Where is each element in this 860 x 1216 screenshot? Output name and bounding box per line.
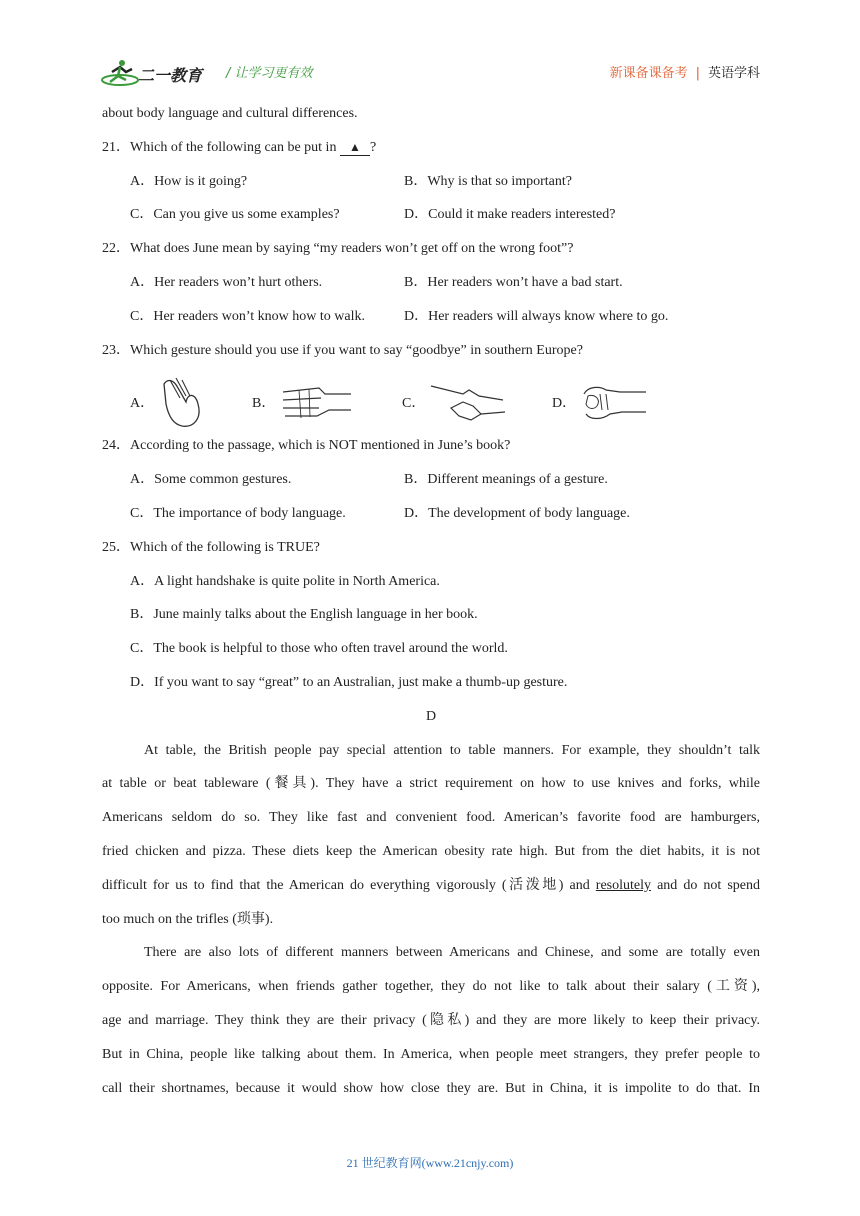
gesture-options	[102, 368, 760, 436]
passage-line: call their shortnames, because it would show how close they are. But in China, it is impolite to do that. In	[102, 1080, 760, 1096]
option-b: B．Different meanings of a gesture.	[404, 472, 608, 488]
option-a	[130, 374, 252, 430]
passage-line: too much on the trifles (琐事).	[102, 911, 274, 927]
subject-label: 英语学科	[707, 66, 760, 81]
question-22-options-row2	[102, 307, 760, 341]
option-label: A．	[130, 396, 155, 412]
fist-hand-icon	[580, 380, 650, 424]
passage-line: age and marriage. They think they are their privacy (隐私) and they are more likely to keep their privacy.	[102, 1012, 760, 1028]
question-23-stem: 23．Which gesture should you use if you want to say “goodbye” in southern Europe?	[102, 342, 583, 358]
option-label: C．	[402, 396, 426, 412]
hand-wave-icon	[158, 374, 216, 430]
page-footer: 21 世纪教育网(www.21cnjy.com)	[346, 1156, 514, 1170]
question-21-options-row2	[102, 205, 760, 239]
option-a: A．A light handshake is quite polite in North America.	[130, 573, 440, 589]
question-24-options-row1	[102, 470, 760, 504]
passage-line: fried chicken and pizza. These diets keep the American obesity rate high. But from the diet habits, it is not	[102, 843, 760, 859]
option-c: C．The importance of body language.	[130, 505, 346, 521]
option-d: D．If you want to say “great” to an Australian, just make a thumb-up gesture.	[130, 674, 568, 690]
passage-line: at table or beat tableware (餐具). They have a strict requirement on how to use knives and forks, while	[102, 776, 760, 792]
question-24-stem: 24．According to the passage, which is NOT mentioned in June’s book?	[102, 438, 511, 454]
option-label: B．	[252, 396, 276, 412]
option-b: B．Her readers won’t have a bad start.	[404, 274, 623, 290]
option-d	[552, 380, 650, 424]
option-c: C．Her readers won’t know how to walk.	[130, 308, 365, 324]
option-b	[252, 380, 402, 424]
question-21-options-row1	[102, 172, 760, 206]
question-22-options-row1	[102, 273, 760, 307]
option-c: C．The book is helpful to those who often travel around the world.	[130, 641, 508, 657]
question-21-stem	[102, 138, 760, 172]
underlined-word: resolutely	[595, 877, 652, 893]
option-d: D．Could it make readers interested?	[404, 207, 616, 223]
question-22-stem: 22．What does June mean by saying “my readers won’t get off on the wrong foot”?	[102, 241, 574, 257]
slogan: / 让学习更有效	[226, 66, 313, 81]
pointing-hand-icon	[429, 380, 509, 424]
option-a: A．Her readers won’t hurt others.	[130, 274, 323, 290]
brand-logo	[100, 58, 218, 88]
passage-line: At table, the British people pay special attention to table manners. For example, they shouldn’t talk	[144, 742, 760, 758]
question-24-options-row2	[102, 504, 760, 538]
passage-line: Americans seldom do so. They like fast and convenient food. American’s favorite food are hamburgers,	[102, 810, 760, 826]
option-c: C．Can you give us some examples?	[130, 207, 340, 223]
header-separator: |	[695, 66, 700, 81]
document-body	[102, 104, 760, 1112]
option-a: A．How is it going?	[130, 173, 248, 189]
option-b: B．Why is that so important?	[404, 173, 572, 189]
header-right	[610, 62, 760, 81]
question-25-stem: 25．Which of the following is TRUE?	[102, 539, 320, 555]
option-d: D．Her readers will always know where to go.	[404, 308, 669, 324]
course-label: 新课备课备考	[609, 66, 688, 81]
answer-blank: ▲	[340, 139, 370, 156]
option-label: D．	[552, 396, 577, 412]
logo-text: 二一教育	[138, 66, 203, 85]
intro-line: about body language and cultural differences.	[102, 106, 358, 121]
page-header	[100, 58, 760, 88]
flat-hand-icon	[279, 380, 355, 424]
passage-text: difficult for us to find that the American do everything vigorously (活泼地) and	[102, 877, 596, 893]
passage-line: But in China, people like talking about them. In America, when people meet strangers, they prefer people to	[102, 1046, 760, 1062]
question-21-text: 21．Which of the following can be put in	[102, 139, 340, 155]
option-a: A．Some common gestures.	[130, 472, 292, 488]
option-b: B．June mainly talks about the English language in her book.	[130, 607, 478, 623]
option-c	[402, 380, 552, 424]
passage-text: and do not spend	[651, 877, 760, 893]
option-d: D．The development of body language.	[404, 505, 630, 521]
question-21-suffix: ?	[369, 139, 377, 155]
section-title: D	[425, 708, 437, 724]
passage-line	[102, 876, 760, 910]
passage-line: opposite. For Americans, when friends gather together, they do not like to talk about their salary (工资),	[102, 979, 760, 995]
passage-line: There are also lots of different manners between Americans and Chinese, and some are totally even	[144, 945, 760, 961]
